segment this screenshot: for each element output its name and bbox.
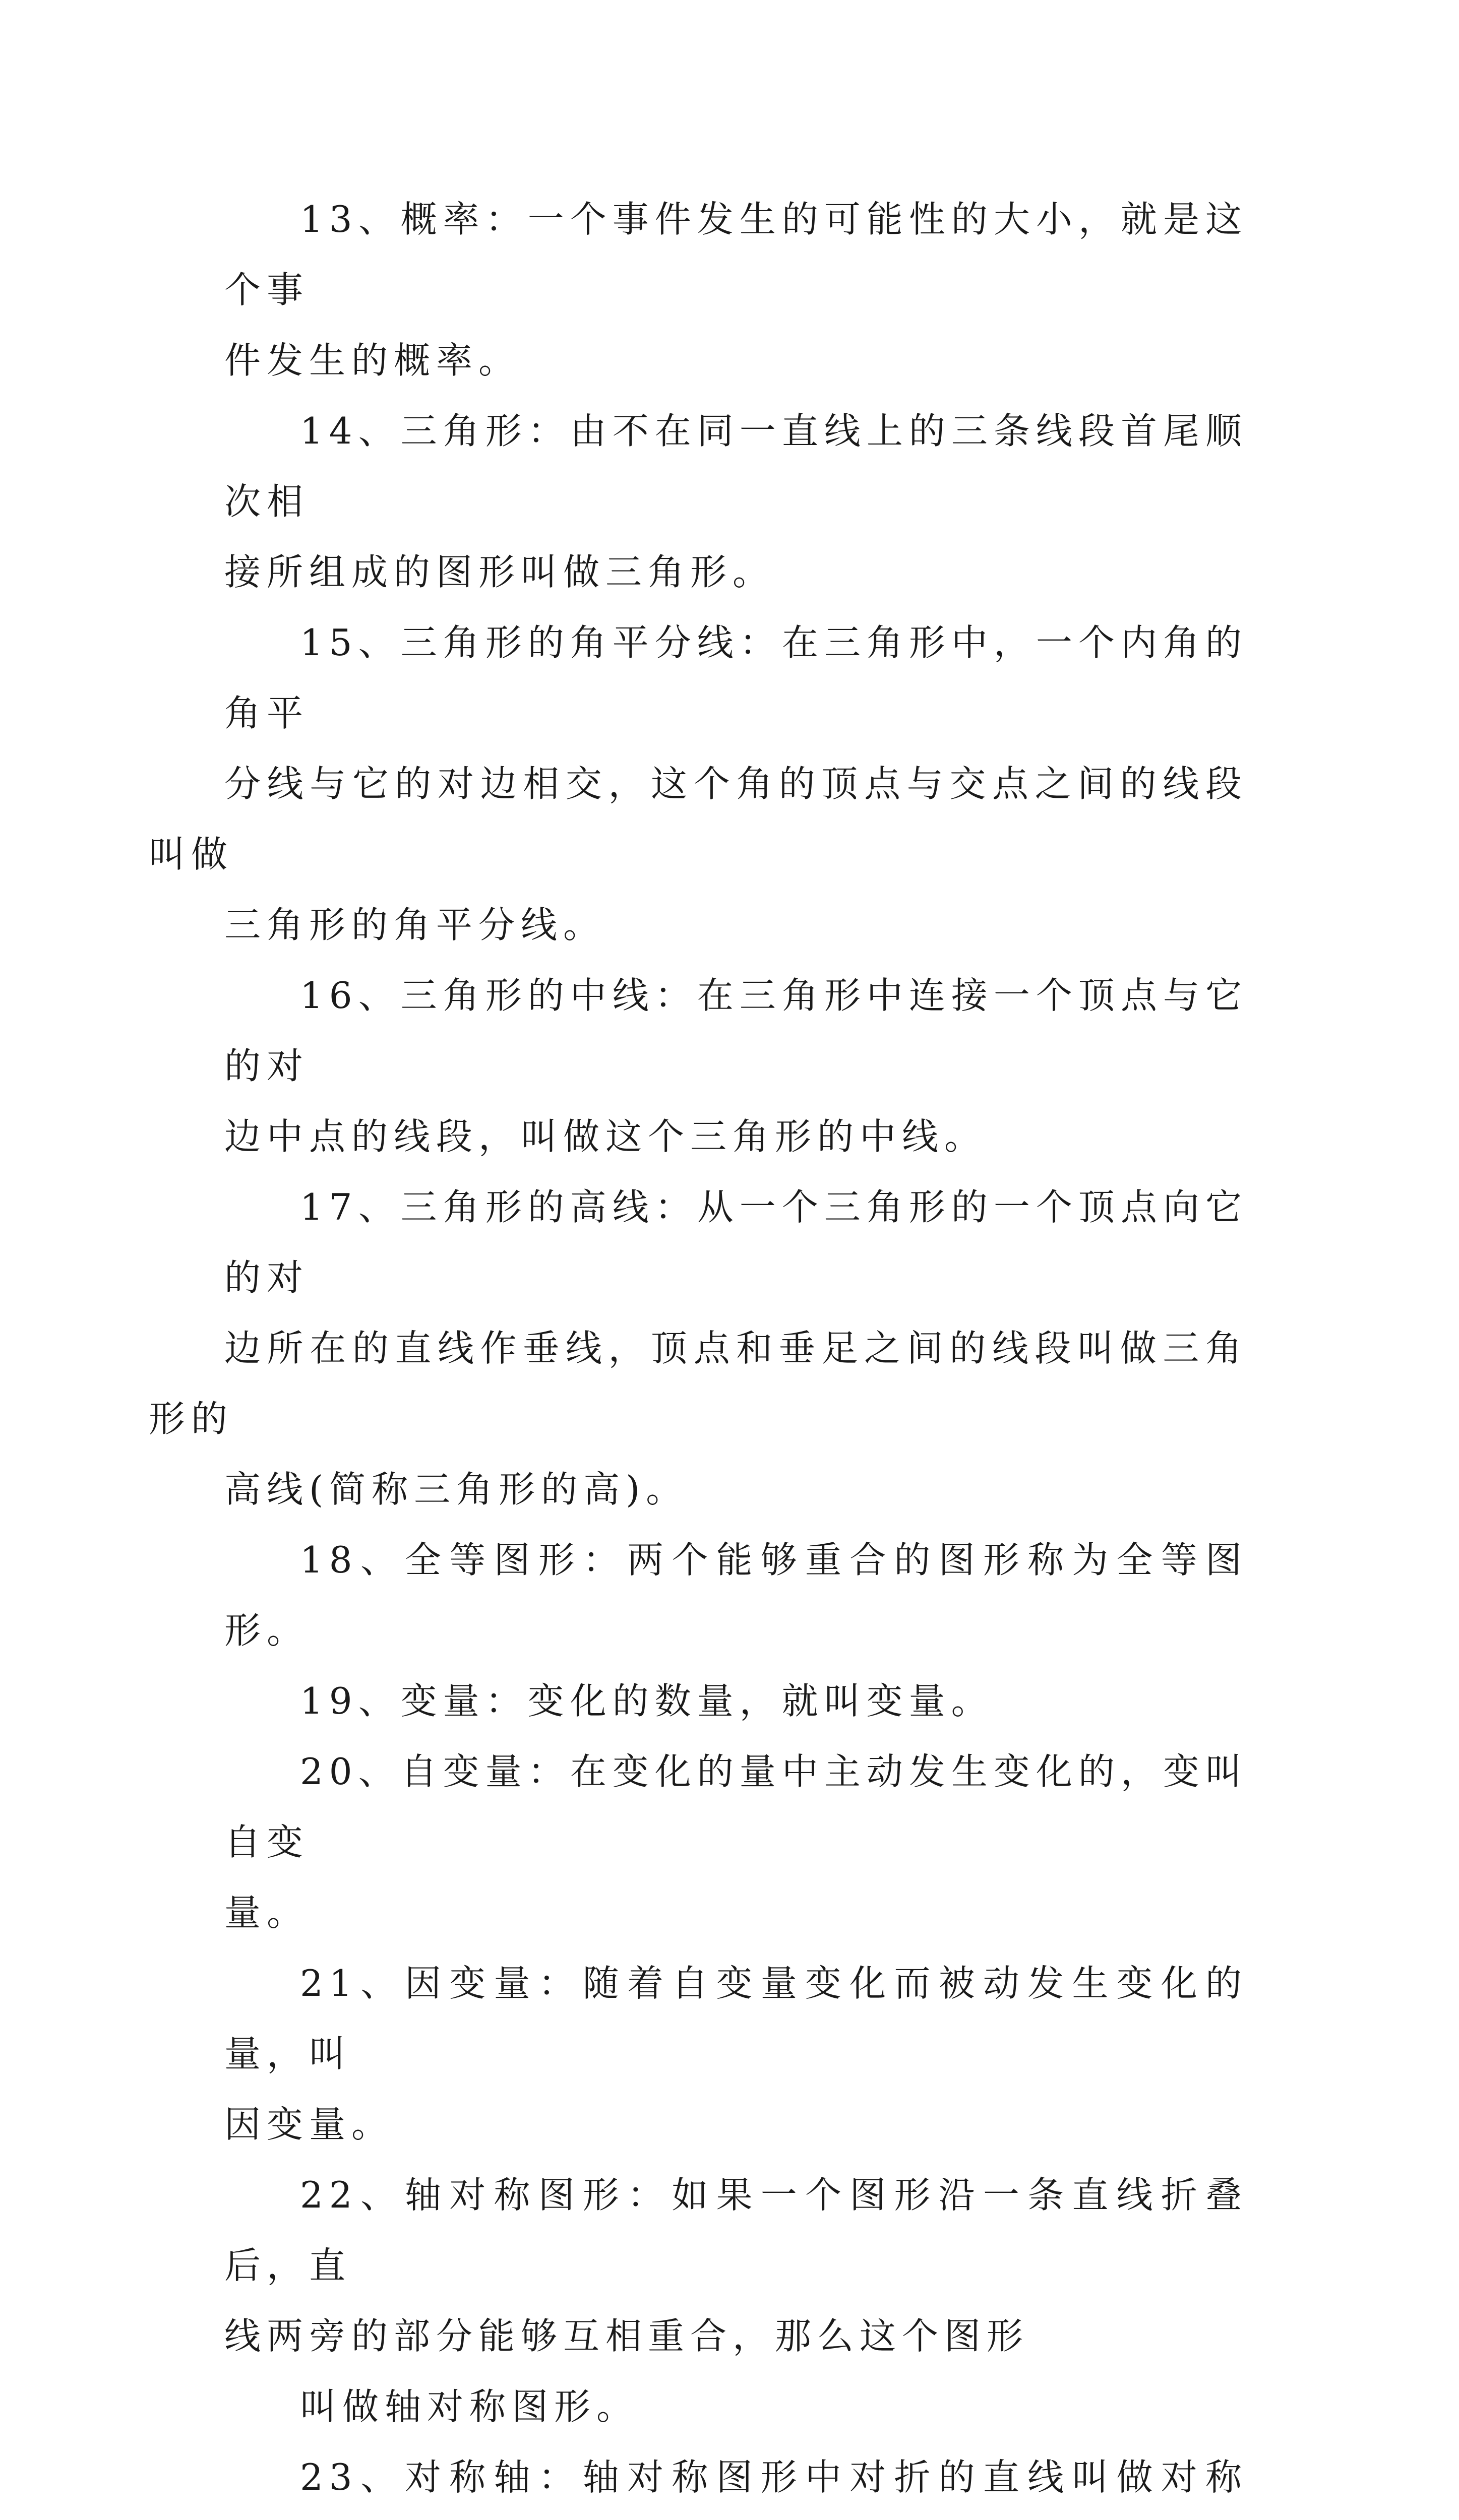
text-line: 接所组成的图形叫做三角形。 — [224, 551, 775, 593]
text-line: 22、轴对称图形：如果一个图形沿一条直线折叠后，直 — [224, 2174, 1248, 2287]
paragraph-21 — [224, 1948, 1248, 2160]
text-line: 14、三角形：由不在同一直线上的三条线段首尾顺次相 — [224, 410, 1248, 523]
text-line: 量。 — [224, 1892, 310, 1934]
paragraph-22-continuation — [224, 2371, 1248, 2442]
text-line: 17、三角形的高线：从一个三角形的一个顶点向它的对 — [224, 1186, 1248, 1299]
text-line: 三角形的角平分线。 — [224, 904, 606, 946]
text-line: 23、对称轴：轴对称图形中对折的直线叫做对称 — [300, 2456, 1248, 2498]
text-line: 19、变量：变化的数量，就叫变量。 — [300, 1680, 994, 1722]
paragraph-14 — [224, 396, 1248, 607]
text-line: 15、三角形的角平分线：在三角形中，一个内角的角平 — [224, 621, 1248, 734]
text-line: 16、三角形的中线：在三角形中连接一个顶点与它的对 — [224, 974, 1248, 1087]
paragraph-18 — [224, 1525, 1248, 1666]
text-line: 20、自变量：在变化的量中主动发生变化的，变叫自变 — [224, 1750, 1248, 1863]
text-line: 边中点的线段，叫做这个三角形的中线。 — [224, 1115, 987, 1158]
text-line: 件发生的概率。 — [224, 339, 521, 382]
paragraph-15 — [149, 607, 1248, 960]
text-line: 线两旁的部分能够互相重合，那么这个图形 — [224, 2315, 1029, 2357]
text-line: 高线(简称三角形的高)。 — [224, 1468, 689, 1510]
text-line: 因变量。 — [224, 2103, 394, 2146]
text-line: 18、全等图形：两个能够重合的图形称为全等图形。 — [224, 1539, 1248, 1652]
text-line: 13、概率：一个事件发生的可能性的大小，就是这个事 — [224, 198, 1248, 311]
text-line: 叫做轴对称图形。 — [300, 2385, 639, 2428]
paragraph-20 — [224, 1736, 1248, 1948]
paragraph-16 — [224, 960, 1248, 1172]
document-body — [149, 184, 1248, 2520]
text-line: 分线与它的对边相交，这个角的顶点与交点之间的线段叫做 — [149, 763, 1248, 875]
paragraph-19 — [224, 1666, 1248, 1736]
text-line: 边所在的直线作垂线，顶点和垂足之间的线段叫做三角形的 — [149, 1327, 1248, 1440]
text-line: 21、因变量：随着自变量变化而被动发生变化的量，叫 — [224, 1962, 1248, 2075]
paragraph-22 — [224, 2160, 1248, 2371]
paragraph-13 — [224, 184, 1248, 396]
paragraph-23 — [224, 2442, 1248, 2520]
paragraph-17 — [149, 1172, 1248, 1525]
